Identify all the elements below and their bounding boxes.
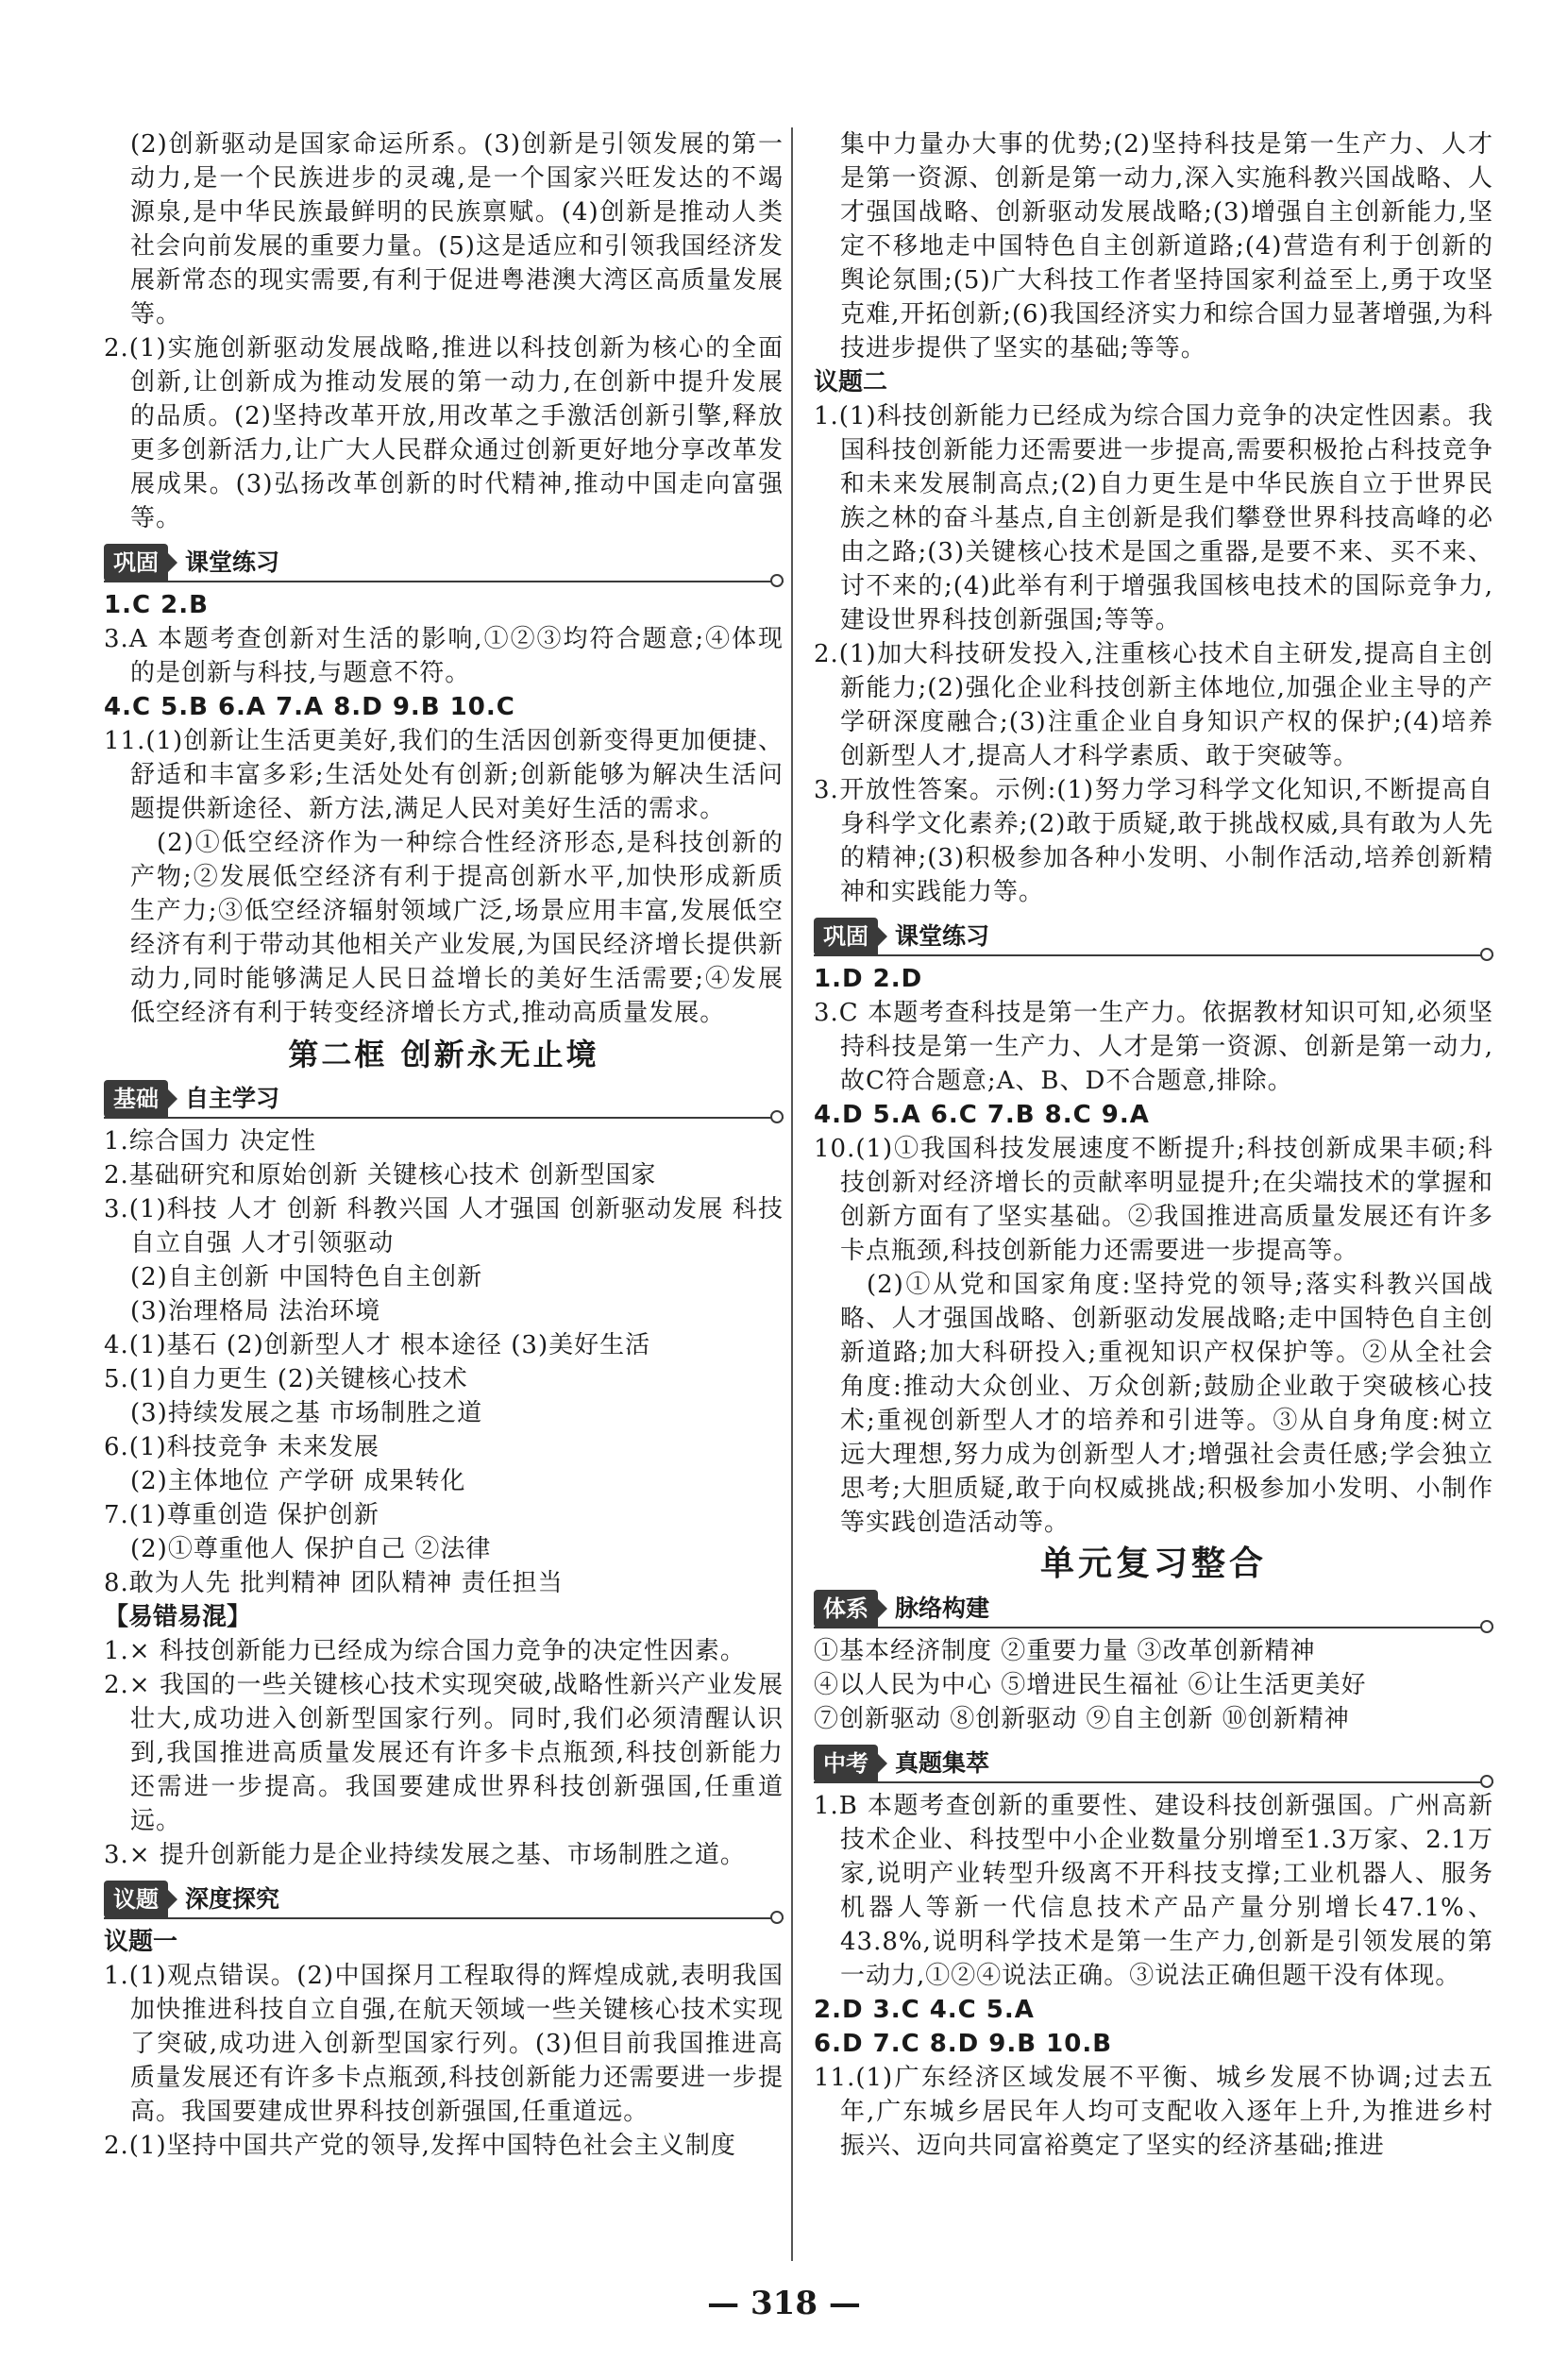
section-rule (814, 954, 1493, 956)
section-tag: 中考 (814, 1745, 878, 1782)
arrow-icon (168, 553, 177, 572)
answer-row: 1.D 2.D (814, 965, 923, 993)
answer-item: 11.(1)创新让生活更美好,我们的生活因创新变得更加便捷、舒适和丰富多彩;生活处处有创新;创新能够为解决生活问题提供新途径、新方法,满足人民对美好生活的需求。 (104, 727, 784, 823)
section-tag: 议题 (104, 1881, 168, 1918)
unit-review-title: 单元复习整合 (1039, 1544, 1267, 1583)
intro-paragraph-1: (2)创新驱动是国家命运所系。(3)创新是引领发展的第一动力,是一个民族进步的灵魂,是一个国家兴旺发达的不竭源泉,是中华民族最鲜明的民族禀赋。(4)创新是推动人类社会向前发展的重要力量。(5)这是适应和引领我国经济发展新常态的现实需要,有利于促进粤港澳大湾区高质量发展等。 (130, 130, 784, 329)
framework-row: ⑦创新驱动 ⑧创新驱动 ⑨自主创新 ⑩创新精神 (814, 1705, 1350, 1733)
circle-icon (770, 1911, 784, 1924)
column-divider (791, 127, 793, 2261)
right-column (814, 127, 1493, 2163)
answer-row: 1.C 2.B (104, 591, 209, 619)
answer-item: 7.(1)尊重创造 保护创新 (104, 1501, 379, 1529)
circle-icon (1480, 1620, 1493, 1633)
section-name: 课堂练习 (185, 548, 280, 576)
answer-item: 2.(1)坚持中国共产党的领导,发挥中国特色社会主义制度 (104, 2132, 736, 2160)
section-rule (814, 1627, 1493, 1628)
answer-row: 2.D 3.C 4.C 5.A (814, 1996, 1035, 2024)
answer-item: 3.开放性答案。示例:(1)努力学习科学文化知识,不断提高自身科学文化素养;(2)敢于质疑,敢于挑战权威,具有敢为人先的精神;(3)积极参加各种小发明、小制作活动,培养创新精神和实践能力等。 (814, 776, 1493, 906)
answer-item: 2.(1)加大科技研发投入,注重核心技术自主研发,提高自主创新能力;(2)强化企业科技创新主体地位,加强企业主导的产学研深度融合;(3)注重企业自身知识产权的保护;(4)培养创新型人才,提高人才科学素质、敢于突破等。 (814, 640, 1493, 770)
circle-icon (770, 1110, 784, 1123)
answer-row: 4.D 5.A 6.C 7.B 8.C 9.A (814, 1101, 1150, 1129)
answer-item: 1.综合国力 决定性 (104, 1127, 317, 1156)
section-name: 深度探究 (185, 1885, 280, 1913)
answer-item: 1.(1)观点错误。(2)中国探月工程取得的辉煌成就,表明我国加快推进科技自立自强,在航天领域一些关键核心技术实现了突破,成功进入创新型国家行列。(3)但目前我国推进高质量发展还有许多卡点瓶颈,科技创新能力还需要进一步提高。我国要建成世界科技创新强国,任重道远。 (104, 1962, 784, 2126)
section-tag: 体系 (814, 1590, 878, 1628)
answer-sub-item: (3)治理格局 法治环境 (130, 1297, 381, 1325)
answer-item: 1.(1)科技创新能力已经成为综合国力竞争的决定性因素。我国科技创新能力还需要进一步提高,需要积极抢占科技竞争和未来发展制高点;(2)自力更生是中华民族自立于世界民族之林的奋斗基点,自主创新是我们攀登世界科技高峰的必由之路;(3)关键核心技术是国之重器,是要不来、买不来、讨不来的;(4)此举有利于增强我国核电技术的国际竞争力,建设世界科技创新强国;等等。 (814, 402, 1493, 634)
answer-item: (2)①低空经济作为一种综合性经济形态,是科技创新的产物;②发展低空经济有利于提高创新水平,加快形成新质生产力;③低空经济辐射领域广泛,场景应用丰富,发展低空经济有利于带动其他相关产业发展,为国民经济增长提供新动力,同时能够满足人民日益增长的美好生活需要;④发展低空经济有利于转变经济增长方式,推动高质量发展。 (130, 829, 784, 1027)
circle-icon (770, 574, 784, 587)
section-header-consolidate-2 (814, 919, 1493, 954)
answer-item: 8.敢为人先 批判精神 团队精神 责任担当 (104, 1569, 564, 1597)
frame-title: 第二框 创新永无止境 (288, 1037, 599, 1072)
section-rule (104, 1917, 784, 1919)
circle-icon (1480, 948, 1493, 961)
section-header-topics (104, 1881, 784, 1917)
section-name: 脉络构建 (895, 1594, 990, 1622)
topic-label: 议题二 (814, 368, 888, 396)
intro-paragraph-2: 2.(1)实施创新驱动发展战略,推进以科技创新为核心的全面创新,让创新成为推动发展的第一动力,在创新中提升发展的品质。(2)坚持改革开放,用改革之手激活创新引擎,释放更多创新活力,让广大人民群众通过创新更好地分享改革发展成果。(3)弘扬改革创新的时代精神,推动中国走向富强等。 (104, 334, 784, 532)
answer-sub-item: (3)持续发展之基 市场制胜之道 (130, 1399, 483, 1427)
continued-paragraph: 集中力量办大事的优势;(2)坚持科技是第一生产力、人才是第一资源、创新是第一动力,深入实施科教兴国战略、人才强国战略、创新驱动发展战略;(3)增强自主创新能力,坚定不移地走中国特色自主创新道路;(4)营造有利于创新的舆论氛围;(5)广大科技工作者坚持国家利益至上,勇于攻坚克难,开拓创新;(6)我国经济实力和综合国力显著增强,为科技进步提供了坚实的基础;等等。 (840, 130, 1493, 363)
answer-sub-item: (2)自主创新 中国特色自主创新 (130, 1263, 483, 1291)
answer-item: 3.(1)科技 人才 创新 科教兴国 人才强国 创新驱动发展 科技自立自强 人才引领驱动 (104, 1195, 784, 1257)
error-prone-label: 【易错易混】 (104, 1603, 252, 1631)
section-name: 课堂练习 (895, 922, 990, 950)
arrow-icon (168, 1089, 177, 1108)
section-header-exam (814, 1746, 1493, 1781)
answer-item: 10.(1)①我国科技发展速度不断提升;科技创新成果丰硕;科技创新对经济增长的贡献率明显提升;在尖端技术的掌握和创新方面有了坚实基础。②我国推进高质量发展还有许多卡点瓶颈,科技创新能力还需要进一步提高等。 (814, 1135, 1493, 1265)
section-tag: 巩固 (104, 544, 168, 582)
section-rule (814, 1781, 1493, 1783)
answer-item: 3.A 本题考查创新对生活的影响,①②③均符合题意;④体现的是创新与科技,与题意不符。 (104, 625, 784, 687)
arrow-icon (878, 1599, 887, 1618)
answer-sub-item: (2)①尊重他人 保护自己 ②法律 (130, 1535, 492, 1563)
section-tag: 巩固 (814, 918, 878, 955)
topic-label: 议题一 (104, 1928, 178, 1956)
section-tag: 基础 (104, 1080, 168, 1118)
section-header-consolidate-1 (104, 545, 784, 581)
section-header-basics (104, 1081, 784, 1117)
page-number: — 318 — (707, 2285, 861, 2322)
answer-item: 6.(1)科技竞争 未来发展 (104, 1433, 379, 1461)
circle-icon (1480, 1775, 1493, 1788)
error-item: 1.× 科技创新能力已经成为综合国力竞争的决定性因素。 (104, 1637, 746, 1665)
answer-row: 4.C 5.B 6.A 7.A 8.D 9.B 10.C (104, 693, 515, 721)
section-rule (104, 581, 784, 582)
answer-item: (2)①从党和国家角度:坚持党的领导;落实科教兴国战略、人才强国战略、创新驱动发展战略;走中国特色自主创新道路;加大科研投入;重视知识产权保护等。②从全社会角度:推动大众创业、万众创新;鼓励企业敢于突破核心技术;重视创新型人才的培养和引进等。③从自身角度:树立远大理想,努力成为创新型人才;增强社会责任感;学会独立思考;大胆质疑,敢于向权威挑战;积极参加小发明、小制作等实践创造活动等。 (840, 1271, 1493, 1537)
arrow-icon (168, 1890, 177, 1909)
arrow-icon (878, 927, 887, 946)
answer-row: 6.D 7.C 8.D 9.B 10.B (814, 2030, 1113, 2058)
answer-item: 1.B 本题考查创新的重要性、建设科技创新强国。广州高新技术企业、科技型中小企业数量分别增至1.3万家、2.1万家,说明产业转型升级离不开科技支撑;工业机器人、服务机器人等新一代信息技术产品产量分别增长47.1%、43.8%,说明科学技术是第一生产力,创新是引领发展的第一动力,①②④说法正确。③说法正确但题干没有体现。 (814, 1792, 1493, 1990)
answer-item: 5.(1)自力更生 (2)关键核心技术 (104, 1365, 468, 1393)
framework-row: ①基本经济制度 ②重要力量 ③改革创新精神 (814, 1637, 1316, 1665)
framework-row: ④以人民为中心 ⑤增进民生福祉 ⑥让生活更美好 (814, 1671, 1367, 1699)
answer-item: 2.基础研究和原始创新 关键核心技术 创新型国家 (104, 1161, 657, 1189)
section-header-system (814, 1591, 1493, 1627)
answer-item: 11.(1)广东经济区域发展不平衡、城乡发展不协调;过去五年,广东城乡居民年人均可支配收入逐年上升,为推进乡村振兴、迈向共同富裕奠定了坚实的经济基础;推进 (814, 2064, 1493, 2160)
section-rule (104, 1117, 784, 1119)
answer-sub-item: (2)主体地位 产学研 成果转化 (130, 1467, 466, 1495)
error-item: 3.× 提升创新能力是企业持续发展之基、市场制胜之道。 (104, 1841, 746, 1869)
answer-item: 4.(1)基石 (2)创新型人才 根本途径 (3)美好生活 (104, 1331, 651, 1359)
answer-item: 3.C 本题考查科技是第一生产力。依据教材知识可知,必须坚持科技是第一生产力、人才是第一资源、创新是第一动力,故C符合题意;A、B、D不合题意,排除。 (814, 999, 1493, 1095)
section-name: 真题集萃 (895, 1749, 990, 1777)
arrow-icon (878, 1754, 887, 1773)
left-column (104, 127, 784, 2163)
error-item: 2.× 我国的一些关键核心技术实现突破,战略性新兴产业发展壮大,成功进入创新型国家行列。同时,我们必须清醒认识到,我国推进高质量发展还有许多卡点瓶颈,科技创新能力还需进一步提高。我国要建成世界科技创新强国,任重道远。 (104, 1671, 784, 1835)
section-name: 自主学习 (185, 1085, 280, 1112)
